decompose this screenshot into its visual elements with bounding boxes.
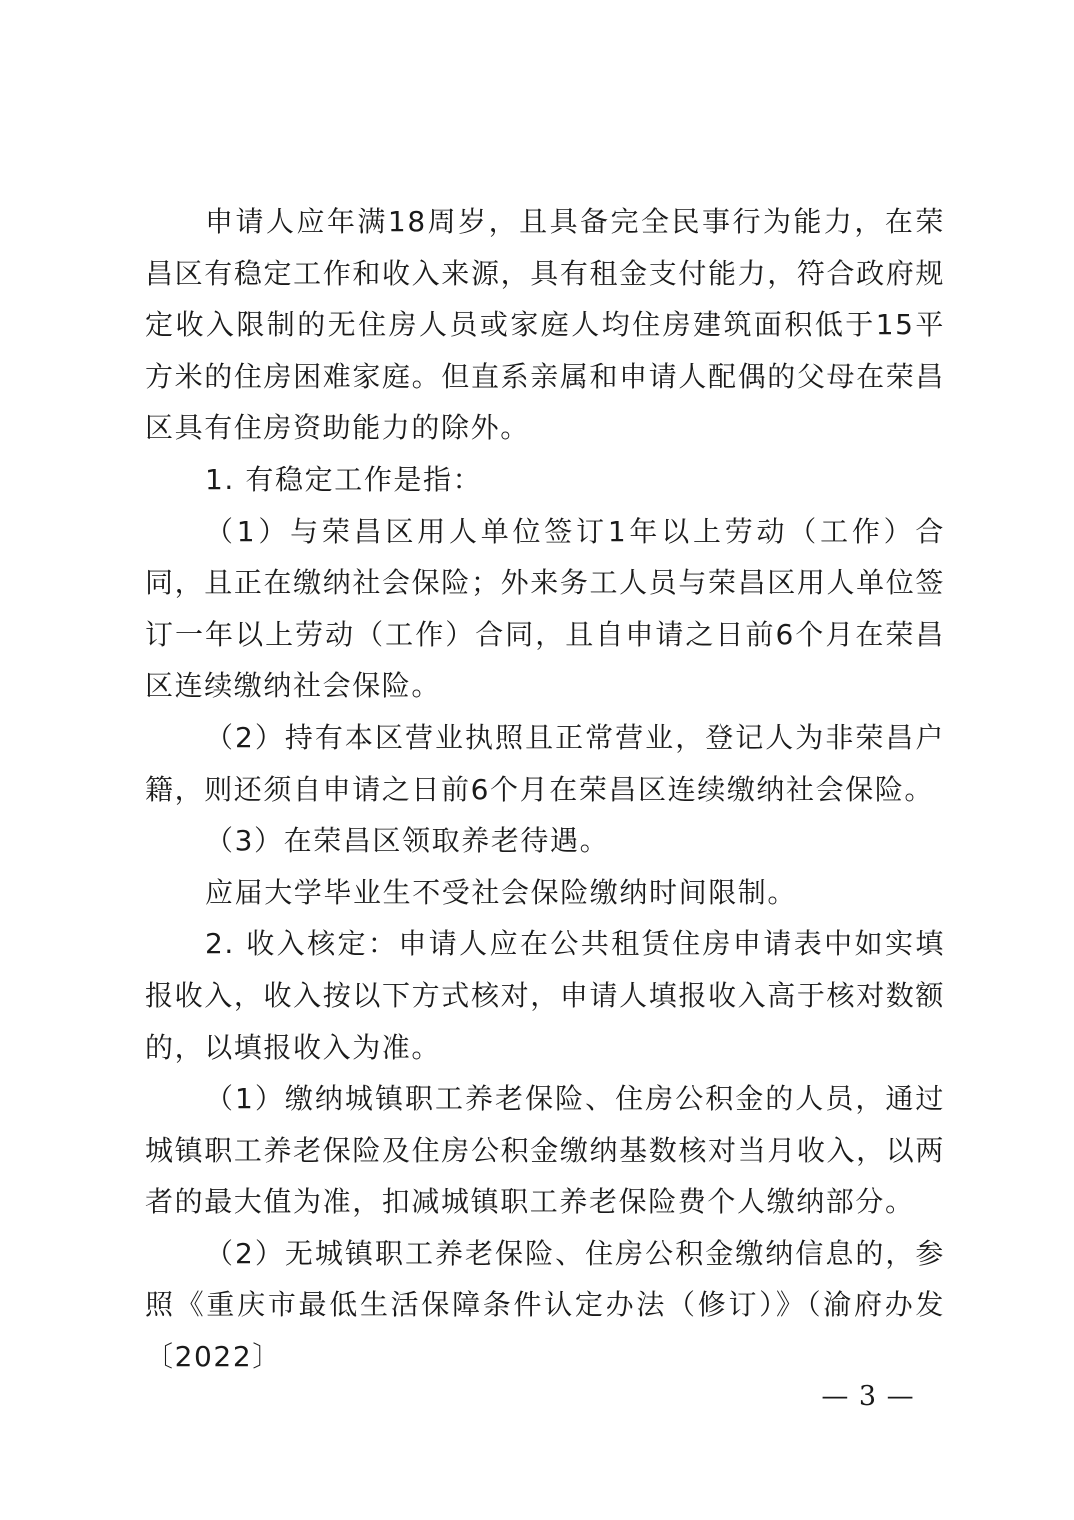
paragraph-stable-work-item-2: （2）持有本区营业执照且正常营业，登记人为非荣昌户籍，则还须自申请之日前6个月在荣昌区连续缴纳社会保险。 [145, 720, 945, 806]
paragraph-graduate-note: 应届大学毕业生不受社会保险缴纳时间限制。 [205, 875, 798, 909]
paragraph-stable-work-item-1: （1）与荣昌区用人单位签订1年以上劳动（工作）合同，且正在缴纳社会保险；外来务工人员与荣昌区用人单位签订一年以上劳动（工作）合同，且自申请之日前6个月在荣昌区连续缴纳社会保险。 [145, 514, 945, 703]
paragraph-eligibility: 申请人应年满18周岁，且具备完全民事行为能力，在荣昌区有稳定工作和收入来源，具有租金支付能力，符合政府规定收入限制的无住房人员或家庭人均住房建筑面积低于15平方米的住房困难家庭。但直系亲属和申请人配偶的父母在荣昌区具有住房资助能力的除外。 [145, 205, 945, 445]
document-body [145, 196, 945, 1383]
page-number: — 3 — [821, 1381, 915, 1412]
paragraph-stable-work-heading: 1. 有稳定工作是指： [205, 462, 483, 496]
paragraph-stable-work-item-3: （3）在荣昌区领取养老待遇。 [205, 824, 610, 858]
paragraph-income-verification: 2. 收入核定：申请人应在公共租赁住房申请表中如实填报收入，收入按以下方式核对，申请人填报收入高于核对数额的，以填报收入为准。 [145, 927, 945, 1064]
paragraph-income-item-1: （1）缴纳城镇职工养老保险、住房公积金的人员，通过城镇职工养老保险及住房公积金缴纳基数核对当月收入，以两者的最大值为准，扣减城镇职工养老保险费个人缴纳部分。 [145, 1082, 945, 1219]
paragraph-income-item-2: （2）无城镇职工养老保险、住房公积金缴纳信息的，参照《重庆市最低生活保障条件认定办法（修订）》（渝府办发〔2022〕 [145, 1236, 945, 1374]
